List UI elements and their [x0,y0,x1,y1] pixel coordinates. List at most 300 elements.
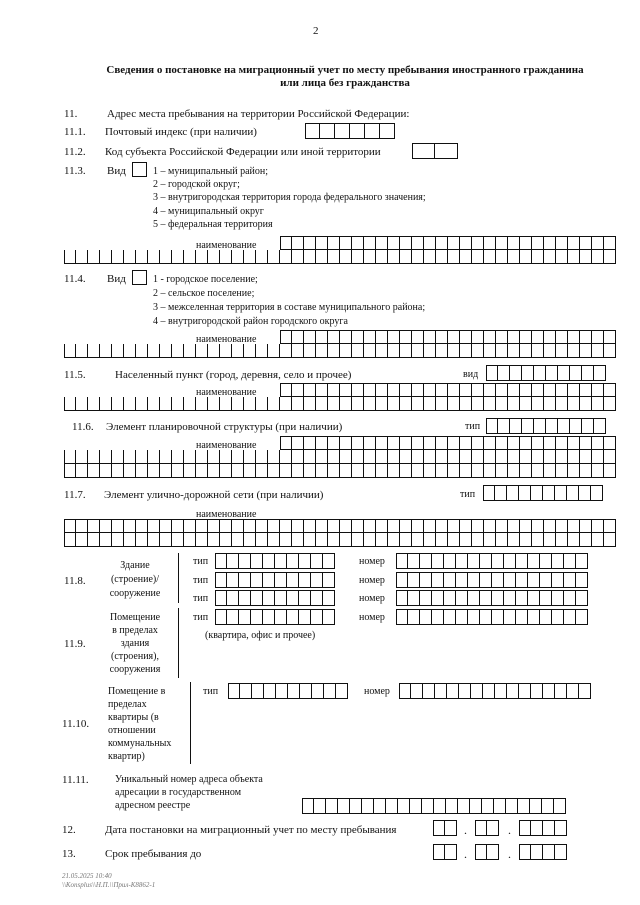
entry-cell[interactable] [280,250,292,264]
entry-cell[interactable] [239,609,251,625]
entry-cell[interactable] [340,450,352,464]
entry-cell[interactable] [458,798,470,814]
entry-cell[interactable] [311,590,323,606]
entry-cell[interactable] [516,553,528,569]
registration-month-cells[interactable] [475,820,499,836]
entry-cell[interactable] [251,609,263,625]
entry-cell[interactable] [364,464,376,478]
entry-cell[interactable] [232,533,244,547]
entry-cell[interactable] [496,236,508,250]
entry-cell[interactable] [472,250,484,264]
entry-cell[interactable] [592,533,604,547]
entry-cell[interactable] [328,250,340,264]
entry-cell[interactable] [124,397,136,411]
entry-cell[interactable] [196,450,208,464]
entry-cell[interactable] [287,590,299,606]
entry-cell[interactable] [364,519,376,533]
entry-cell[interactable] [496,397,508,411]
entry-cell[interactable] [424,464,436,478]
entry-cell[interactable] [567,683,579,699]
entry-cell[interactable] [459,683,471,699]
entry-cell[interactable] [388,250,400,264]
entry-cell[interactable] [475,820,487,836]
entry-cell[interactable] [436,330,448,344]
entry-cell[interactable] [532,344,544,358]
entry-cell[interactable] [460,250,472,264]
entry-cell[interactable] [280,533,292,547]
entry-cell[interactable] [364,250,376,264]
entry-cell[interactable] [546,365,558,381]
entry-cell[interactable] [412,330,424,344]
entry-cell[interactable] [468,572,480,588]
entry-cell[interactable] [604,533,616,547]
entry-cell[interactable] [532,464,544,478]
entry-cell[interactable] [540,609,552,625]
entry-cell[interactable] [564,572,576,588]
entry-cell[interactable] [280,519,292,533]
entry-cell[interactable] [268,519,280,533]
entry-cell[interactable] [304,250,316,264]
entry-cell[interactable] [496,250,508,264]
entry-cell[interactable] [304,519,316,533]
entry-cell[interactable] [448,519,460,533]
entry-cell[interactable] [422,798,434,814]
entry-cell[interactable] [568,436,580,450]
entry-cell[interactable] [324,683,336,699]
entry-cell[interactable] [251,590,263,606]
entry-cell[interactable] [244,344,256,358]
entry-cell[interactable] [328,236,340,250]
entry-cell[interactable] [276,683,288,699]
entry-cell[interactable] [280,330,292,344]
entry-cell[interactable] [576,609,588,625]
entry-cell[interactable] [376,330,388,344]
entry-cell[interactable] [520,330,532,344]
entry-cell[interactable] [496,330,508,344]
entry-cell[interactable] [227,609,239,625]
entry-cell[interactable] [352,450,364,464]
entry-cell[interactable] [208,250,220,264]
entry-cell[interactable] [340,250,352,264]
entry-cell[interactable] [412,383,424,397]
entry-cell[interactable] [492,609,504,625]
entry-cell[interactable] [64,533,76,547]
entry-cell[interactable] [420,553,432,569]
section-11-5-type-cells[interactable] [486,365,606,381]
entry-cell[interactable] [432,572,444,588]
entry-cell[interactable] [494,798,506,814]
entry-cell[interactable] [302,798,314,814]
entry-cell[interactable] [196,397,208,411]
entry-cell[interactable] [148,464,160,478]
entry-cell[interactable] [448,344,460,358]
entry-cell[interactable] [508,250,520,264]
entry-cell[interactable] [88,397,100,411]
entry-cell[interactable] [280,236,292,250]
entry-cell[interactable] [420,590,432,606]
entry-cell[interactable] [316,464,328,478]
entry-cell[interactable] [292,344,304,358]
entry-cell[interactable] [508,330,520,344]
entry-cell[interactable] [408,553,420,569]
entry-cell[interactable] [388,330,400,344]
entry-cell[interactable] [580,533,592,547]
entry-cell[interactable] [528,590,540,606]
premises-number-cells[interactable] [396,609,588,625]
entry-cell[interactable] [244,464,256,478]
entry-cell[interactable] [568,533,580,547]
entry-cell[interactable] [507,683,519,699]
stay-day-cells[interactable] [433,844,457,860]
entry-cell[interactable] [280,344,292,358]
entry-cell[interactable] [520,344,532,358]
entry-cell[interactable] [480,590,492,606]
entry-cell[interactable] [88,250,100,264]
entry-cell[interactable] [432,553,444,569]
entry-cell[interactable] [448,450,460,464]
entry-cell[interactable] [456,590,468,606]
entry-cell[interactable] [124,250,136,264]
entry-cell[interactable] [268,250,280,264]
entry-cell[interactable] [568,397,580,411]
entry-cell[interactable] [244,397,256,411]
entry-cell[interactable] [433,844,445,860]
entry-cell[interactable] [148,533,160,547]
entry-cell[interactable] [184,397,196,411]
entry-cell[interactable] [275,609,287,625]
entry-cell[interactable] [436,250,448,264]
entry-cell[interactable] [292,397,304,411]
entry-cell[interactable] [543,485,555,501]
entry-cell[interactable] [263,609,275,625]
entry-cell[interactable] [287,553,299,569]
entry-cell[interactable] [460,344,472,358]
entry-cell[interactable] [568,464,580,478]
entry-cell[interactable] [124,533,136,547]
entry-cell[interactable] [544,383,556,397]
entry-cell[interactable] [244,250,256,264]
entry-cell[interactable] [472,344,484,358]
entry-cell[interactable] [558,418,570,434]
entry-cell[interactable] [528,609,540,625]
entry-cell[interactable] [531,683,543,699]
entry-cell[interactable] [399,683,411,699]
entry-cell[interactable] [472,436,484,450]
entry-cell[interactable] [136,450,148,464]
entry-cell[interactable] [424,383,436,397]
entry-cell[interactable] [582,365,594,381]
entry-cell[interactable] [448,533,460,547]
entry-cell[interactable] [88,519,100,533]
entry-cell[interactable] [504,590,516,606]
entry-cell[interactable] [580,250,592,264]
section-11-7-name-grid[interactable] [64,519,616,547]
entry-cell[interactable] [410,798,422,814]
entry-cell[interactable] [592,250,604,264]
entry-cell[interactable] [100,533,112,547]
entry-cell[interactable] [400,330,412,344]
entry-cell[interactable] [570,418,582,434]
entry-cell[interactable] [424,450,436,464]
entry-cell[interactable] [76,464,88,478]
entry-cell[interactable] [184,464,196,478]
entry-cell[interactable] [594,365,606,381]
entry-cell[interactable] [148,344,160,358]
entry-cell[interactable] [432,590,444,606]
section-11-4-name-grid[interactable] [64,330,616,358]
entry-cell[interactable] [528,572,540,588]
entry-cell[interactable] [556,236,568,250]
entry-cell[interactable] [400,383,412,397]
entry-cell[interactable] [136,250,148,264]
entry-cell[interactable] [460,450,472,464]
entry-cell[interactable] [492,590,504,606]
entry-cell[interactable] [510,418,522,434]
building-number-cells-2[interactable] [396,572,588,588]
entry-cell[interactable] [568,330,580,344]
entry-cell[interactable] [316,397,328,411]
entry-cell[interactable] [172,519,184,533]
entry-cell[interactable] [292,464,304,478]
entry-cell[interactable] [412,533,424,547]
entry-cell[interactable] [304,533,316,547]
entry-cell[interactable] [576,572,588,588]
entry-cell[interactable] [251,553,263,569]
entry-cell[interactable] [215,609,227,625]
entry-cell[interactable] [364,236,376,250]
entry-cell[interactable] [508,397,520,411]
entry-cell[interactable] [544,519,556,533]
entry-cell[interactable] [412,436,424,450]
entry-cell[interactable] [475,844,487,860]
entry-cell[interactable] [364,383,376,397]
entry-cell[interactable] [388,533,400,547]
entry-cell[interactable] [496,519,508,533]
entry-cell[interactable] [304,464,316,478]
entry-cell[interactable] [268,397,280,411]
entry-cell[interactable] [352,464,364,478]
entry-cell[interactable] [316,519,328,533]
entry-cell[interactable] [400,450,412,464]
entry-cell[interactable] [468,553,480,569]
stay-month-cells[interactable] [475,844,499,860]
entry-cell[interactable] [486,418,498,434]
entry-cell[interactable] [304,344,316,358]
entry-cell[interactable] [376,450,388,464]
entry-cell[interactable] [543,683,555,699]
entry-cell[interactable] [244,533,256,547]
entry-cell[interactable] [592,383,604,397]
entry-cell[interactable] [376,344,388,358]
entry-cell[interactable] [582,418,594,434]
entry-cell[interactable] [555,683,567,699]
entry-cell[interactable] [558,365,570,381]
entry-cell[interactable] [436,436,448,450]
entry-cell[interactable] [396,609,408,625]
entry-cell[interactable] [447,683,459,699]
entry-cell[interactable] [604,519,616,533]
entry-cell[interactable] [328,519,340,533]
entry-cell[interactable] [484,383,496,397]
entry-cell[interactable] [228,683,240,699]
entry-cell[interactable] [556,533,568,547]
entry-cell[interactable] [292,450,304,464]
entry-cell[interactable] [388,464,400,478]
entry-cell[interactable] [604,450,616,464]
entry-cell[interactable] [275,572,287,588]
entry-cell[interactable] [311,553,323,569]
entry-cell[interactable] [520,450,532,464]
entry-cell[interactable] [208,450,220,464]
entry-cell[interactable] [423,683,435,699]
entry-cell[interactable] [252,683,264,699]
entry-cell[interactable] [305,123,320,139]
entry-cell[interactable] [364,330,376,344]
entry-cell[interactable] [604,397,616,411]
entry-cell[interactable] [424,397,436,411]
entry-cell[interactable] [316,383,328,397]
entry-cell[interactable] [244,450,256,464]
entry-cell[interactable] [436,464,448,478]
entry-cell[interactable] [365,123,380,139]
entry-cell[interactable] [323,572,335,588]
entry-cell[interactable] [448,397,460,411]
entry-cell[interactable] [579,485,591,501]
entry-cell[interactable] [227,590,239,606]
entry-cell[interactable] [556,464,568,478]
entry-cell[interactable] [312,683,324,699]
entry-cell[interactable] [304,330,316,344]
entry-cell[interactable] [424,436,436,450]
flat-room-type-cells[interactable] [228,683,348,699]
entry-cell[interactable] [304,397,316,411]
entry-cell[interactable] [424,533,436,547]
entry-cell[interactable] [316,533,328,547]
building-number-cells-3[interactable] [396,590,588,606]
entry-cell[interactable] [492,553,504,569]
entry-cell[interactable] [364,344,376,358]
entry-cell[interactable] [172,450,184,464]
entry-cell[interactable] [240,683,252,699]
entry-cell[interactable] [532,250,544,264]
entry-cell[interactable] [592,450,604,464]
entry-cell[interactable] [220,250,232,264]
entry-cell[interactable] [340,533,352,547]
entry-cell[interactable] [244,519,256,533]
entry-cell[interactable] [496,344,508,358]
entry-cell[interactable] [555,485,567,501]
entry-cell[interactable] [112,397,124,411]
entry-cell[interactable] [172,250,184,264]
entry-cell[interactable] [486,365,498,381]
entry-cell[interactable] [604,236,616,250]
entry-cell[interactable] [412,236,424,250]
entry-cell[interactable] [519,485,531,501]
entry-cell[interactable] [580,397,592,411]
entry-cell[interactable] [436,383,448,397]
entry-cell[interactable] [445,844,457,860]
entry-cell[interactable] [484,250,496,264]
entry-cell[interactable] [64,464,76,478]
entry-cell[interactable] [520,519,532,533]
entry-cell[interactable] [445,820,457,836]
entry-cell[interactable] [256,450,268,464]
entry-cell[interactable] [172,464,184,478]
entry-cell[interactable] [510,365,522,381]
entry-cell[interactable] [64,519,76,533]
entry-cell[interactable] [460,330,472,344]
entry-cell[interactable] [456,553,468,569]
entry-cell[interactable] [412,143,435,159]
entry-cell[interactable] [124,464,136,478]
entry-cell[interactable] [408,572,420,588]
entry-cell[interactable] [304,450,316,464]
entry-cell[interactable] [352,436,364,450]
entry-cell[interactable] [160,250,172,264]
entry-cell[interactable] [275,590,287,606]
entry-cell[interactable] [398,798,410,814]
entry-cell[interactable] [604,250,616,264]
entry-cell[interactable] [340,464,352,478]
entry-cell[interactable] [208,397,220,411]
entry-cell[interactable] [299,553,311,569]
entry-cell[interactable] [420,609,432,625]
entry-cell[interactable] [567,485,579,501]
entry-cell[interactable] [320,123,335,139]
entry-cell[interactable] [160,533,172,547]
entry-cell[interactable] [263,553,275,569]
entry-cell[interactable] [340,344,352,358]
entry-cell[interactable] [580,519,592,533]
entry-cell[interactable] [316,250,328,264]
entry-cell[interactable] [256,344,268,358]
entry-cell[interactable] [388,450,400,464]
entry-cell[interactable] [435,143,458,159]
entry-cell[interactable] [552,590,564,606]
entry-cell[interactable] [580,330,592,344]
entry-cell[interactable] [444,609,456,625]
entry-cell[interactable] [484,397,496,411]
entry-cell[interactable] [592,236,604,250]
stay-year-cells[interactable] [519,844,567,860]
entry-cell[interactable] [544,344,556,358]
entry-cell[interactable] [556,519,568,533]
entry-cell[interactable] [408,609,420,625]
entry-cell[interactable] [448,436,460,450]
entry-cell[interactable] [323,590,335,606]
entry-cell[interactable] [594,418,606,434]
entry-cell[interactable] [362,798,374,814]
entry-cell[interactable] [460,436,472,450]
entry-cell[interactable] [448,250,460,264]
entry-cell[interactable] [487,844,499,860]
entry-cell[interactable] [328,383,340,397]
entry-cell[interactable] [335,123,350,139]
entry-cell[interactable] [556,397,568,411]
entry-cell[interactable] [232,397,244,411]
entry-cell[interactable] [220,397,232,411]
entry-cell[interactable] [232,464,244,478]
entry-cell[interactable] [470,798,482,814]
entry-cell[interactable] [256,519,268,533]
entry-cell[interactable] [604,464,616,478]
entry-cell[interactable] [424,330,436,344]
entry-cell[interactable] [544,330,556,344]
entry-cell[interactable] [256,397,268,411]
entry-cell[interactable] [328,397,340,411]
entry-cell[interactable] [508,436,520,450]
entry-cell[interactable] [520,397,532,411]
